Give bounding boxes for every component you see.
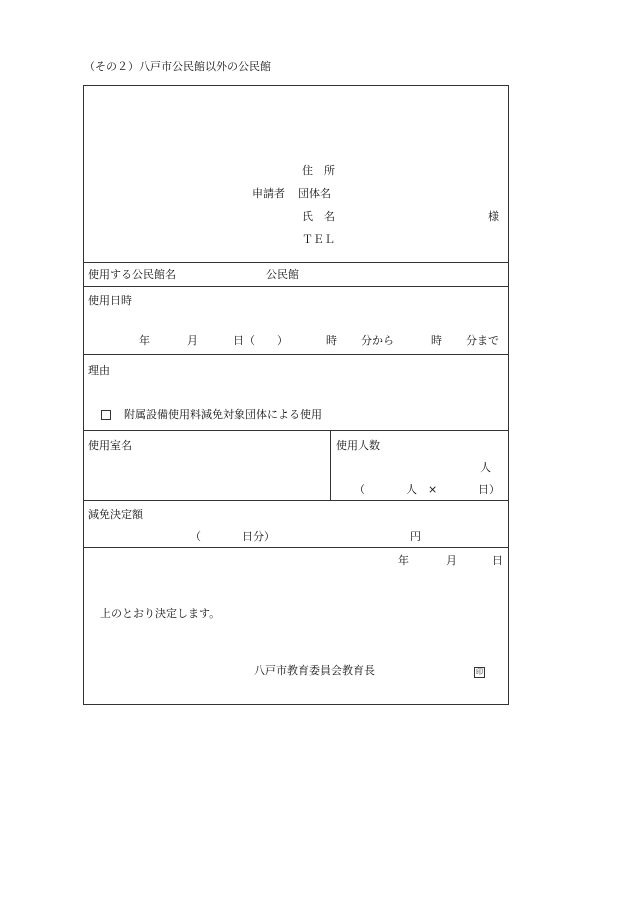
address-label: 住 所 [302,164,335,177]
form-heading: （その２）八戸市公民館以外の公民館 [84,60,271,73]
group-name-label: 団体名 [298,187,331,200]
row-divider [84,430,508,431]
issuing-authority: 八戸市教育委員会教育長 [254,664,375,677]
row-divider [84,354,508,355]
people-unit: 人 [480,461,491,474]
days-close-text: 日） [478,483,500,496]
exemption-paren-open: （ [190,530,201,543]
reduced-fee-checkbox[interactable] [101,410,111,420]
row-divider [84,547,508,548]
decision-year-text: 年 [398,554,409,567]
exemption-decision-form [83,85,509,705]
honorific-text: 様 [488,210,499,223]
year-text: 年 [139,334,150,347]
seal-icon: 印 [476,668,483,676]
yen-text: 円 [410,530,421,543]
hour-to-text: 時 [431,334,442,347]
month-text: 月 [187,334,198,347]
name-label: 氏 名 [302,210,335,223]
exemption-amount-label: 減免決定額 [88,508,143,521]
minute-from-text: 分から [361,334,394,347]
hour-from-text: 時 [326,334,337,347]
hall-suffix: 公民館 [266,268,299,281]
decision-day-text: 日 [492,554,503,567]
row-divider [84,500,508,501]
people-times-text: 人 × [406,483,438,496]
exemption-days-text: 日分） [242,530,275,543]
row-divider [84,286,508,287]
hall-name-label: 使用する公民館名 [88,268,176,281]
room-name-label: 使用室名 [88,439,132,452]
datetime-label: 使用日時 [88,294,132,307]
reason-label: 理由 [88,364,110,377]
row-divider [84,262,508,263]
day-text: 日（ [233,334,255,347]
day-close-text: ） [277,334,288,347]
people-count-label: 使用人数 [336,439,380,452]
tel-label: ＴＥＬ [302,233,335,246]
seal-mark [474,664,485,678]
decision-statement: 上のとおり決定します。 [100,607,221,620]
minute-to-text: 分まで [466,334,499,347]
column-divider [330,430,331,500]
decision-month-text: 月 [446,554,457,567]
people-paren-open: （ [354,483,365,496]
reduced-fee-checkbox-label: 附属設備使用料減免対象団体による使用 [124,408,322,421]
applicant-label: 申請者 [252,187,285,200]
